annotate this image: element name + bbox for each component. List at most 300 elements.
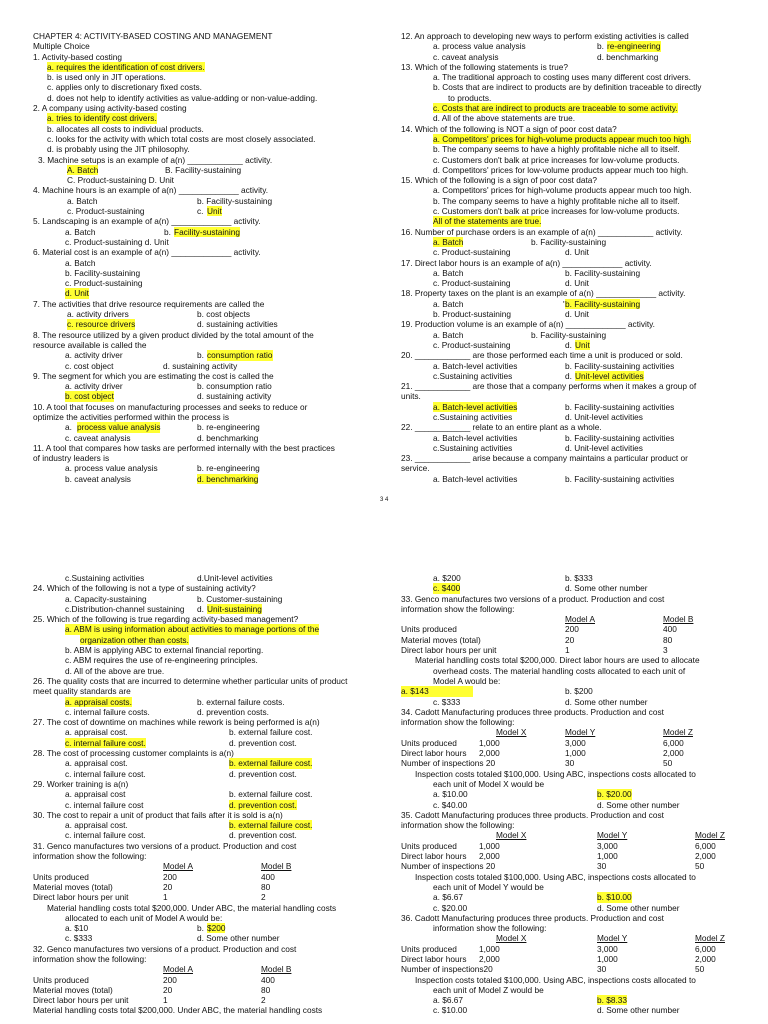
text-segment: b. Facility-sustaining activities xyxy=(565,473,675,484)
text-segment: d. Unit xyxy=(565,278,589,289)
text-segment: 1 xyxy=(565,645,570,656)
text-segment: d. prevention cost. xyxy=(229,830,297,841)
highlighted-answer: Facility-sustaining xyxy=(174,226,240,237)
text-line xyxy=(401,216,738,226)
text-segment: 2,000 xyxy=(695,851,716,862)
text-line xyxy=(401,247,738,257)
text-segment: Material moves (total) xyxy=(33,881,113,892)
text-segment: 26. The quality costs that are incurred to determine whether particular units of product xyxy=(33,675,348,686)
bottom-left-column xyxy=(33,573,371,1016)
text-line xyxy=(33,340,371,350)
text-segment: allocated to each unit of Model A would be: xyxy=(65,912,223,923)
text-segment: d. All of the above are true. xyxy=(65,665,165,676)
text-line xyxy=(401,206,738,216)
text-segment: d. benchmarking xyxy=(197,432,259,443)
text-segment: 10. A tool that focuses on manufacturing processes and seeks to reduce or xyxy=(33,401,308,412)
text-segment: meet quality standards are xyxy=(33,686,131,697)
text-line xyxy=(33,62,371,72)
text-line xyxy=(401,830,738,840)
text-segment: Inspection costs totaled $100,000. Using ABC, inspections costs allocated to xyxy=(415,974,696,985)
text-segment: 1,000 xyxy=(479,737,500,748)
text-segment: a. $200 xyxy=(433,573,461,583)
text-segment: b. re-engineering xyxy=(197,422,260,433)
text-line xyxy=(33,1005,371,1015)
text-line xyxy=(401,954,738,964)
text-line xyxy=(401,52,738,62)
text-segment: information show the following: xyxy=(401,717,515,728)
text-segment: 6,000 xyxy=(663,737,684,748)
text-line xyxy=(401,155,738,165)
text-segment: b. ABM is applying ABC to external financial reporting. xyxy=(65,645,264,656)
text-line xyxy=(33,666,371,676)
text-segment: a. appraisal cost. xyxy=(65,727,128,738)
text-segment: 35. Cadott Manufacturing produces three products. Production and cost xyxy=(401,809,664,820)
text-segment: b. external failure cost. xyxy=(229,727,313,738)
text-line xyxy=(33,175,371,185)
text-line xyxy=(401,196,738,206)
highlighted-answer: Unit-sustaining xyxy=(207,603,262,614)
text-segment: a. Batch-level activities xyxy=(433,360,518,371)
text-segment: c. looks for the activity with which total costs are most closely associated. xyxy=(47,133,316,144)
text-segment: d. Some other number xyxy=(597,902,680,913)
text-segment: 23. ____________ arise because a company maintains a particular product or xyxy=(401,453,688,464)
text-line xyxy=(401,769,738,779)
text-segment: 21. ____________ are those that a company performs when it makes a group of xyxy=(401,381,697,392)
text-line xyxy=(401,666,738,676)
text-segment: a. appraisal cost. xyxy=(65,758,128,769)
text-segment: 1,000 xyxy=(597,851,618,862)
text-line xyxy=(401,810,738,820)
text-segment: d.Unit-level activities xyxy=(197,573,273,583)
text-segment: d. is probably using the JIT philosophy. xyxy=(47,144,190,155)
text-line xyxy=(401,268,738,278)
text-line xyxy=(401,944,738,954)
text-segment: d. xyxy=(565,339,572,350)
text-segment: d. xyxy=(565,370,572,381)
text-segment: d. Some other number xyxy=(565,583,648,594)
text-segment: Model X xyxy=(496,933,527,944)
text-segment: b. cost objects xyxy=(197,309,251,320)
text-segment: d. Some other number xyxy=(597,799,680,810)
text-segment: c. cost object xyxy=(65,360,114,371)
text-line xyxy=(401,707,738,717)
text-segment: Inspection costs totaled $100,000. Using ABC, inspections costs allocated to xyxy=(415,768,696,779)
text-segment: b. Facility-sustaining activities xyxy=(565,360,675,371)
text-segment: b. allocates all costs to individual products. xyxy=(47,123,204,134)
text-line xyxy=(33,697,371,707)
text-segment: information show the following: xyxy=(401,603,515,614)
text-segment: 2,000 xyxy=(479,953,500,964)
highlighted-answer: a. requires the identification of cost drivers. xyxy=(47,61,205,72)
text-line xyxy=(401,1005,738,1015)
text-line xyxy=(33,583,371,593)
text-line xyxy=(401,738,738,748)
text-line xyxy=(401,453,738,463)
text-line xyxy=(401,340,738,350)
text-segment: b. Facility-sustaining activities xyxy=(565,432,675,443)
text-segment: a. xyxy=(65,422,72,433)
text-line xyxy=(33,278,371,288)
text-segment: 22. ____________ relate to an entire plant as a whole. xyxy=(401,422,602,433)
text-line xyxy=(401,443,738,453)
text-segment: 6. Material cost is an example of a(n) _____________ activity. xyxy=(33,247,261,258)
text-line xyxy=(33,769,371,779)
text-segment: 7. The activities that drive resource requirements are called the xyxy=(33,298,265,309)
text-segment: 200 xyxy=(163,871,177,882)
text-line xyxy=(33,779,371,789)
text-segment: a. activity driver xyxy=(65,350,123,361)
text-segment: 50 xyxy=(695,861,705,872)
text-segment: optimize the activities performed within the process is xyxy=(33,411,229,422)
highlighted-answer: d. benchmarking xyxy=(197,473,259,484)
text-line xyxy=(33,330,371,340)
text-segment: Number of inspections 20 xyxy=(401,758,496,769)
text-line xyxy=(401,422,738,432)
text-line xyxy=(33,72,371,82)
text-line xyxy=(33,268,371,278)
text-line xyxy=(33,573,371,583)
text-segment: 200 xyxy=(565,624,579,635)
text-line xyxy=(401,278,738,288)
text-line xyxy=(401,144,738,154)
text-line xyxy=(401,113,738,123)
text-line xyxy=(33,422,371,432)
highlighted-answer: a. Competitors' prices for high-volume products appear much too high. xyxy=(433,133,692,144)
text-segment: 34. Cadott Manufacturing produces three products. Production and cost xyxy=(401,706,664,717)
text-segment: 9. The segment for which you are estimating the cost is called the xyxy=(33,370,274,381)
text-segment: b. re-engineering xyxy=(197,463,260,474)
text-segment: 3 xyxy=(663,645,668,656)
highlighted-answer: d. Unit xyxy=(65,288,89,299)
text-segment: b. Facility-sustaining xyxy=(565,267,641,278)
text-line xyxy=(33,944,371,954)
text-line xyxy=(33,892,371,902)
highlighted-answer: b. $10.00 xyxy=(597,892,632,903)
text-line xyxy=(401,861,738,871)
text-line xyxy=(401,604,738,614)
text-segment: 2 xyxy=(261,995,266,1006)
text-line xyxy=(401,31,738,41)
text-segment: 8. The resource utilized by a given product divided by the total amount of the xyxy=(33,329,314,340)
text-segment: Model B xyxy=(663,614,694,625)
text-line xyxy=(33,463,371,473)
text-segment: c. Product-sustaining xyxy=(433,278,511,289)
text-segment: Model A would be: xyxy=(433,675,501,686)
text-segment: resource available is called the xyxy=(33,339,147,350)
text-segment: Model Z xyxy=(695,830,725,841)
text-segment: d. All of the above statements are true. xyxy=(433,113,576,124)
text-segment: 50 xyxy=(663,758,673,769)
text-segment: d. Competitors' prices for low-volume products appear much too high. xyxy=(433,164,689,175)
text-segment: 36. Cadott Manufacturing produces three products. Production and cost xyxy=(401,912,664,923)
text-line xyxy=(33,124,371,134)
text-segment: c. $20.00 xyxy=(433,902,468,913)
text-segment: Model Y xyxy=(565,727,596,738)
text-segment: c.Sustaining activities xyxy=(433,411,513,422)
text-segment: b. Customer-sustaining xyxy=(197,593,283,604)
text-segment: a. process value analysis xyxy=(65,463,158,474)
text-segment: b. $333 xyxy=(565,573,593,583)
text-line xyxy=(33,113,371,123)
text-segment: d. Unit-level activities xyxy=(565,442,643,453)
text-segment: 19. Production volume is an example of a(n) _____________ activity. xyxy=(401,319,655,330)
highlighted-answer: process value analysis xyxy=(77,422,161,433)
text-line xyxy=(33,624,371,634)
text-segment: Units produced xyxy=(401,943,457,954)
text-segment: 1. Activity-based costing xyxy=(33,51,123,62)
text-segment: 2,000 xyxy=(663,748,684,759)
text-segment: 4. Machine hours is an example of a(n) _____________ activity. xyxy=(33,185,269,196)
text-segment: a. $10 xyxy=(65,923,89,934)
text-segment: 3. Machine setups is an example of a(n) ____________ activity. xyxy=(38,154,273,165)
text-segment: 32. Genco manufactures two versions of a product. Production and cost xyxy=(33,943,297,954)
text-line xyxy=(401,288,738,298)
text-segment: information show the following: xyxy=(433,923,547,934)
text-segment: information show the following: xyxy=(401,820,515,831)
text-segment: each unit of Model Z would be xyxy=(433,984,544,995)
text-segment: a. Capacity-sustaining xyxy=(65,593,147,604)
text-line xyxy=(33,707,371,717)
text-segment: Units produced xyxy=(33,974,89,985)
text-line xyxy=(33,93,371,103)
text-segment: a. Batch xyxy=(65,226,96,237)
highlighted-answer: c. resource drivers xyxy=(67,319,136,330)
text-line xyxy=(33,52,371,62)
text-line xyxy=(401,645,738,655)
text-segment: C. Product-sustaining D. Unit xyxy=(67,175,174,186)
text-segment: Units produced xyxy=(401,624,457,635)
text-segment: d. Unit-level activities xyxy=(565,411,643,422)
text-segment: Model A xyxy=(163,861,193,872)
text-segment: c. caveat analysis xyxy=(433,51,499,62)
text-segment: Model Z xyxy=(695,933,725,944)
text-segment: b. xyxy=(197,923,204,934)
text-segment: to products. xyxy=(448,92,492,103)
text-segment: Model A xyxy=(163,964,193,975)
text-segment: a. appraisal cost xyxy=(65,789,126,800)
text-segment: Model A xyxy=(565,614,595,625)
text-line xyxy=(401,985,738,995)
text-segment: Units produced xyxy=(401,840,457,851)
text-line xyxy=(401,175,738,185)
text-segment: a. Batch xyxy=(433,267,464,278)
text-segment: 400 xyxy=(261,974,275,985)
text-line xyxy=(401,227,738,237)
text-segment: 2 xyxy=(261,892,266,903)
text-line xyxy=(401,697,738,707)
text-line xyxy=(33,350,371,360)
text-line xyxy=(401,975,738,985)
text-segment: 29. Worker training is a(n) xyxy=(33,778,129,789)
text-segment: c. Product-sustaining xyxy=(433,247,511,258)
text-segment: Material handling costs total $200,000. Direct labor hours are used to allocate xyxy=(415,655,700,666)
text-line xyxy=(401,72,738,82)
text-segment: service. xyxy=(401,463,430,474)
text-segment: 20. ____________ are those performed each time a unit is produced or sold. xyxy=(401,350,683,361)
text-segment: Direct labor hours xyxy=(401,953,467,964)
text-segment: c. applies only to discretionary fixed costs. xyxy=(47,82,202,93)
text-segment: information show the following: xyxy=(33,851,147,862)
text-segment: a. Batch xyxy=(433,329,464,340)
text-segment: 50 xyxy=(695,964,705,975)
text-line xyxy=(33,748,371,758)
text-line xyxy=(33,155,371,165)
text-line xyxy=(33,309,371,319)
highlighted-answer: b. $20.00 xyxy=(597,789,632,800)
text-line xyxy=(401,913,738,923)
text-line xyxy=(401,330,738,340)
text-line xyxy=(33,810,371,820)
text-line xyxy=(33,676,371,686)
text-segment: b. caveat analysis xyxy=(65,473,131,484)
text-line xyxy=(33,995,371,1005)
text-segment: 20 xyxy=(163,881,173,892)
text-segment: Units produced xyxy=(401,737,457,748)
text-segment: a. Batch xyxy=(433,298,464,309)
text-segment: 28. The cost of processing customer complaints is a(n) xyxy=(33,748,234,759)
text-line xyxy=(33,433,371,443)
text-segment: d. Unit xyxy=(565,247,589,258)
text-segment: 24. Which of the following is not a type of sustaining activity? xyxy=(33,583,256,594)
text-segment: 80 xyxy=(261,984,271,995)
text-segment: 400 xyxy=(663,624,677,635)
highlighted-answer: consumption ratio xyxy=(207,350,273,361)
highlighted-answer: A. Batch xyxy=(67,164,99,175)
text-line xyxy=(33,727,371,737)
text-line xyxy=(401,237,738,247)
text-line xyxy=(33,614,371,624)
text-segment: a. The traditional approach to costing uses many different cost drivers. xyxy=(433,72,691,83)
text-segment: 2,000 xyxy=(479,748,500,759)
text-segment: b. is used only in JIT operations. xyxy=(47,72,166,83)
text-segment: 25. Which of the following is true regarding activity-based management? xyxy=(33,614,299,625)
text-segment: 2,000 xyxy=(695,953,716,964)
text-segment: Number of inspections20 xyxy=(401,964,493,975)
highlighted-answer: a. appraisal costs. xyxy=(65,696,132,707)
text-line xyxy=(33,604,371,614)
text-segment: c. internal failure cost. xyxy=(65,768,146,779)
text-line xyxy=(33,319,371,329)
page-number: 3 4 xyxy=(380,497,389,503)
text-line xyxy=(33,299,371,309)
text-line xyxy=(401,800,738,810)
text-line xyxy=(33,31,371,41)
text-segment: c.Sustaining activities xyxy=(65,573,145,583)
text-line xyxy=(33,247,371,257)
text-segment: a. process value analysis xyxy=(433,41,526,52)
text-line xyxy=(33,185,371,195)
text-segment: 30 xyxy=(597,861,607,872)
text-segment: a. $10.00 xyxy=(433,789,468,800)
text-line xyxy=(33,206,371,216)
text-segment: 15. Which of the following is a sign of poor cost data? xyxy=(401,175,598,186)
text-segment: Units produced xyxy=(33,871,89,882)
text-line xyxy=(33,738,371,748)
text-segment: c. Product-sustaining xyxy=(65,278,143,289)
text-line xyxy=(401,93,738,103)
text-segment: 33. Genco manufactures two versions of a product. Production and cost xyxy=(401,593,665,604)
text-segment: b. external failure costs. xyxy=(197,696,285,707)
text-line xyxy=(401,62,738,72)
text-line xyxy=(401,758,738,768)
text-line xyxy=(401,299,738,309)
text-segment: b. The company seems to have a highly profitable niche all to itself. xyxy=(433,195,680,206)
text-line xyxy=(401,319,738,329)
text-segment: Multiple Choice xyxy=(33,41,90,52)
text-line xyxy=(33,41,371,51)
text-segment: 18. Property taxes on the plant is an example of a(n) _____________ activity. xyxy=(401,288,686,299)
text-segment: d. sustaining activities xyxy=(197,319,278,330)
highlighted-answer: $200 xyxy=(207,923,226,934)
text-segment: 1 xyxy=(163,995,168,1006)
text-segment: 80 xyxy=(261,881,271,892)
text-segment: Model B xyxy=(261,861,292,872)
text-line xyxy=(401,820,738,830)
text-segment: 17. Direct labor hours is an example of a(n) _____________ activity. xyxy=(401,257,652,268)
top-left-column xyxy=(33,31,371,484)
text-line xyxy=(401,258,738,268)
text-segment: 6,000 xyxy=(695,840,716,851)
highlighted-answer: b. cost object xyxy=(65,391,114,402)
text-line xyxy=(33,288,371,298)
text-segment: a. Batch xyxy=(67,195,98,206)
text-segment: c. Product-sustaining d. Unit xyxy=(65,236,169,247)
text-line xyxy=(401,583,738,593)
highlighted-answer: b. external failure cost. xyxy=(229,758,313,769)
text-segment: c. $333 xyxy=(433,696,461,707)
text-segment: 1,000 xyxy=(479,840,500,851)
text-segment: Direct labor hours per unit xyxy=(33,995,129,1006)
text-segment: Material handling costs total $200,000. Under ABC, the material handling costs xyxy=(33,1005,323,1016)
text-segment: Model Y xyxy=(597,830,628,841)
text-segment: a. $6.67 xyxy=(433,892,463,903)
text-line xyxy=(401,614,738,624)
text-line xyxy=(401,82,738,92)
text-segment: Material handling costs total $200,000. Under ABC, the material handling costs xyxy=(47,902,337,913)
text-segment: b. Facility-sustaining activities xyxy=(565,401,675,412)
text-segment: c. internal failure costs. xyxy=(65,706,150,717)
text-segment: 2. A company using activity-based costing xyxy=(33,103,187,114)
text-segment: c. ABM requires the use of re-engineering principles. xyxy=(65,655,258,666)
text-segment: d. prevention costs. xyxy=(197,706,269,717)
text-segment: c.Sustaining activities xyxy=(433,370,513,381)
text-line xyxy=(33,258,371,268)
text-line xyxy=(401,433,738,443)
highlighted-answer: c. Costs that are indirect to products are traceable to some activity. xyxy=(433,103,678,114)
text-segment: c. internal failure cost xyxy=(65,799,144,810)
highlighted-answer: All of the statements are true. xyxy=(433,216,542,227)
text-segment: 16. Number of purchase orders is an example of a(n) ____________ activity. xyxy=(401,226,683,237)
highlighted-answer: organization other than costs. xyxy=(80,634,189,645)
text-segment: units. xyxy=(401,391,421,402)
text-segment: d. Some other number xyxy=(565,696,648,707)
text-line xyxy=(401,964,738,974)
text-line xyxy=(33,443,371,453)
text-line xyxy=(33,830,371,840)
text-line xyxy=(33,103,371,113)
highlighted-answer: b. external failure cost. xyxy=(229,820,313,831)
text-segment: b. The company seems to have a highly profitable niche all to itself. xyxy=(433,144,680,155)
text-segment: b. Costs that are indirect to products are by definition traceable to directly xyxy=(433,82,702,93)
text-line xyxy=(401,933,738,943)
text-line xyxy=(33,165,371,175)
text-line xyxy=(401,124,738,134)
text-segment: 3,000 xyxy=(565,737,586,748)
text-segment: b. Facility-sustaining xyxy=(197,195,273,206)
text-segment: a. activity driver xyxy=(65,381,123,392)
text-segment: Model B xyxy=(261,964,292,975)
text-segment: overhead costs. The material handling costs allocated to each unit of xyxy=(433,665,686,676)
